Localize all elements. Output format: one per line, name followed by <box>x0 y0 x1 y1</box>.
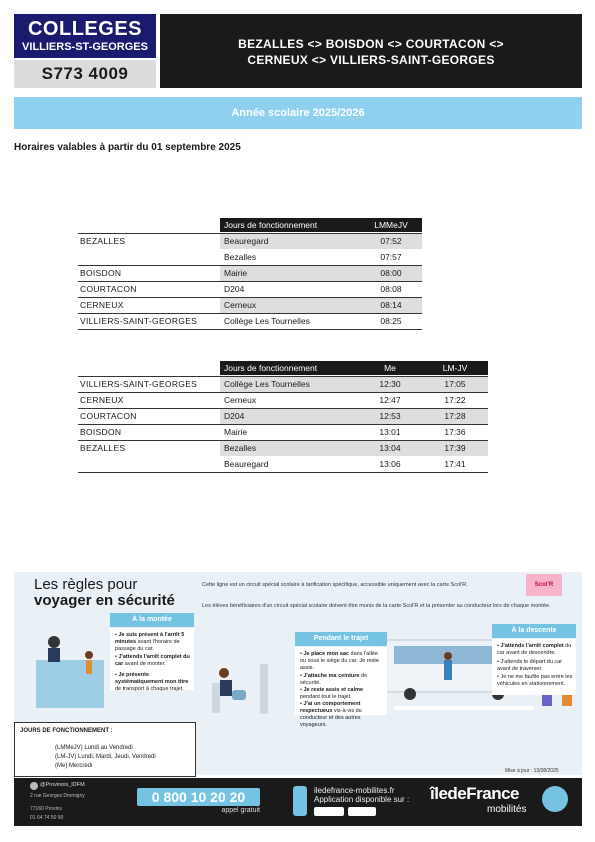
time: 13:04 <box>379 443 401 453</box>
twitter-icon <box>30 782 38 790</box>
time: 17:36 <box>444 427 466 437</box>
stop-name: Collège Les Tournelles <box>224 379 310 389</box>
child-figure-icon <box>444 660 452 680</box>
time: 13:01 <box>379 427 401 437</box>
table-header-day-0: Me <box>384 363 396 373</box>
google-play-badge-icon[interactable] <box>314 807 344 816</box>
app-store-badge-icon[interactable] <box>348 807 376 816</box>
rules-note-2: Les élèves bénéficiaires d'un circuit spécial scolaire doivent être munis de la carte Scol'R et la présenter au conducteur lors de chaque montée. <box>202 603 551 609</box>
journey-panel-header: Pendant le trajet <box>295 632 387 646</box>
legend-title: JOURS DE FONCTIONNEMENT : <box>20 728 113 734</box>
commune: CERNEUX <box>80 300 124 310</box>
category-badge <box>14 14 156 58</box>
commune: CERNEUX <box>80 395 124 405</box>
stop-name: D204 <box>224 284 245 294</box>
time: 17:41 <box>444 459 466 469</box>
time: 12:47 <box>379 395 401 405</box>
boarding-panel <box>110 628 194 690</box>
commune: VILLIERS-SAINT-GEORGES <box>80 316 198 326</box>
rules-subtitle: voyager en sécurité <box>34 592 175 609</box>
rule-item: • J'attends l'arrêt complet du car avant de descendre. <box>497 643 572 656</box>
seat-icon <box>232 690 246 700</box>
stop-name: Bezalles <box>224 252 257 262</box>
idf-mobilites-logo-sub: mobilités <box>487 804 527 815</box>
stop-name: Cerneux <box>224 300 257 310</box>
driver-figure-icon <box>48 636 60 648</box>
time: 07:57 <box>380 252 402 262</box>
twitter-handle[interactable]: @Provinois_IDFM <box>40 782 85 788</box>
row-divider <box>78 472 488 473</box>
commune: BOISDON <box>80 427 122 437</box>
commune: BEZALLES <box>80 236 126 246</box>
smartphone-icon <box>293 786 307 816</box>
time: 07:52 <box>380 236 402 246</box>
student-figure-icon <box>86 660 92 674</box>
rule-item: • J'attache ma ceinture de sécurité. <box>300 673 368 686</box>
address-city: 77160 Provins <box>30 806 62 812</box>
category-city: VILLIERS-ST-GEORGES <box>22 41 148 53</box>
stop-name: Mairie <box>224 268 248 278</box>
address-line: 2 rue Georges Dromigny <box>30 793 85 799</box>
time: 08:25 <box>380 316 402 326</box>
alighting-panel <box>492 639 576 695</box>
row-divider <box>78 329 422 330</box>
commune: VILLIERS-SAINT-GEORGES <box>80 379 198 389</box>
time: 08:14 <box>380 300 402 310</box>
time: 12:53 <box>379 411 401 421</box>
table-header-day-0: LMMeJV <box>374 220 408 230</box>
legend-line: (LMMeJV) Lundi au Vendredi <box>55 745 133 751</box>
legend-line: (LM-JV) Lundi, Mardi, Jeudi, Vendredi <box>55 754 156 760</box>
stop-name: D204 <box>224 411 245 421</box>
alighting-panel-header: À la descente <box>492 624 576 638</box>
journey-panel <box>295 647 387 728</box>
commune: COURTACON <box>80 411 137 421</box>
rule-item: • Je reste assis et calme pendant tout le trajet. <box>300 687 364 700</box>
route-line-1: BEZALLES <> BOISDON <> COURTACON <> <box>238 37 504 51</box>
school-year-banner: Année scolaire 2025/2026 <box>14 97 582 129</box>
table-header-day-1: LM-JV <box>442 363 468 373</box>
stop-name: Bezalles <box>224 443 257 453</box>
legend-line: (Me) Mercredi <box>55 763 93 769</box>
free-phone-number[interactable]: 0 800 10 20 20 <box>137 788 260 806</box>
rule-item: • Je présente systématiquement mon titre de transport à chaque trajet. <box>115 672 189 692</box>
commune: BEZALLES <box>80 443 126 453</box>
stop-name: Collège Les Tournelles <box>224 316 310 326</box>
stop-name: Cerneux <box>224 395 257 405</box>
commune: COURTACON <box>80 284 137 294</box>
rules-note-1: Cette ligne est un circuit spécial scolaire à tarification spécifique, accessible uniquement avec la carte Scol'R. <box>202 582 468 588</box>
validity-note: Horaires valables à partir du 01 septembre 2025 <box>14 142 241 153</box>
bus-stop-shelter <box>36 660 104 708</box>
rule-item: • Je suis présent à l'arrêt 5 minutes avant l'horaire de passage du car. <box>115 632 185 652</box>
time: 13:06 <box>379 459 401 469</box>
time: 17:39 <box>444 443 466 453</box>
stop-name: Beauregard <box>224 236 269 246</box>
stop-name: Mairie <box>224 427 248 437</box>
time: 08:08 <box>380 284 402 294</box>
update-date: Mise à jour : 13/08/2025 <box>505 768 559 774</box>
time: 17:22 <box>444 395 466 405</box>
route-banner <box>160 14 582 88</box>
app-availability: Application disponible sur : <box>314 795 410 804</box>
line-header-block <box>14 14 156 88</box>
rules-title: Les règles pour <box>34 576 138 593</box>
rule-item: • Je ne me faufile pas entre les véhicules en stationnement. <box>497 674 573 687</box>
line-number: S773 4009 <box>14 60 156 88</box>
time: 17:05 <box>444 379 466 389</box>
contact-phone: 01 64 74 50 90 <box>30 815 64 821</box>
idf-mobilites-logo: îledeFrance <box>430 784 519 803</box>
table-header-days: Jours de fonctionnement <box>224 220 318 230</box>
operating-days-legend <box>14 722 196 777</box>
commune: BOISDON <box>80 268 122 278</box>
table-header-days: Jours de fonctionnement <box>224 363 318 373</box>
time: 17:28 <box>444 411 466 421</box>
route-line-2: CERNEUX <> VILLIERS-SAINT-GEORGES <box>247 53 495 67</box>
time: 12:30 <box>379 379 401 389</box>
rule-item: • J'ai un comportement respectueux vis-à-vis du conducteur et des autres voyageurs. <box>300 701 362 728</box>
rule-item: • Je place mon sac dans l'allée ou sous le siège du car. Je reste assis. <box>300 651 379 671</box>
phone-note: appel gratuit <box>221 807 260 814</box>
website-link[interactable]: iledefrance-mobilites.fr <box>314 786 395 795</box>
rule-item: • J'attends le départ du car avant de traverser. <box>497 659 563 672</box>
scolr-card-icon: Scol'R <box>526 574 562 596</box>
idf-mobilites-emblem-icon <box>542 786 568 812</box>
time: 08:00 <box>380 268 402 278</box>
category-title: COLLEGES <box>27 18 142 40</box>
boarding-panel-header: À la montée <box>110 613 194 627</box>
rule-item: • J'attends l'arrêt complet du car avant de monter. <box>115 654 190 667</box>
stop-name: Beauregard <box>224 459 269 469</box>
seated-student-icon <box>220 680 232 696</box>
